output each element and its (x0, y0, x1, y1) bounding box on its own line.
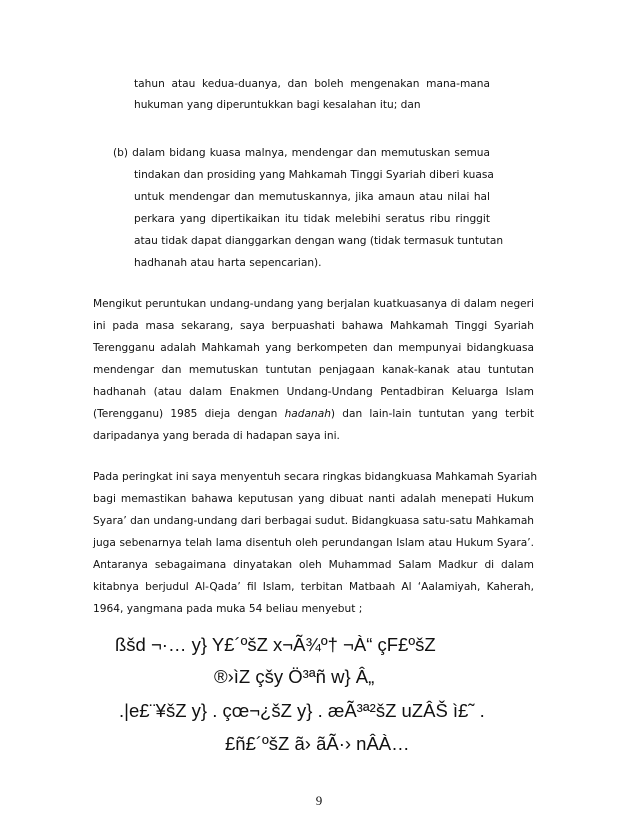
para1-line-6-before: (Terengganu) 1985 dieja dengan (93, 408, 285, 420)
block-b-line-1: (b) dalam bidang kuasa malnya, mendengar dan memutuskan semua (113, 147, 490, 159)
para1-line-3: Terengganu adalah Mahkamah yang berkompeten dan mempunyai bidangkuasa (93, 342, 534, 354)
block-b-line-2: tindakan dan prosiding yang Mahkamah Tinggi Syariah diberi kuasa (134, 169, 494, 181)
block-b-line-6: hadhanah atau harta sepencarian). (134, 257, 322, 269)
arabic-line-3: .|e£¨¥šZ y} . çœ¬¿šZ y} . æÃ³ª²šZ uZÂŠ ì£˜ . (119, 700, 485, 721)
arabic-line-2: ®›ìZ çšy Ö³ªñ w} Â„ (214, 666, 375, 687)
para2-line-5: Antaranya sebagaimana dinyatakan oleh Muhammad Salam Madkur di dalam (93, 559, 534, 571)
para2-line-6: kitabnya berjudul Al-Qada’ fil Islam, terbitan Matbaah Al ‘Aalamiyah, Kaherah, (93, 581, 534, 593)
block-a-line-2: hukuman yang diperuntukkan bagi kesalahan itu; dan (134, 99, 421, 111)
para2-line-2: bagi memastikan bahawa keputusan yang dibuat nanti adalah menepati Hukum (93, 493, 534, 505)
para1-line-6-after: ) dan lain-lain tuntutan yang terbit (330, 408, 534, 420)
block-b-line-5: atau tidak dapat dianggarkan dengan wang (tidak termasuk tuntutan (134, 235, 504, 247)
para1-line-2: ini pada masa sekarang, saya berpuashati bahawa Mahkamah Tinggi Syariah (93, 320, 534, 332)
para1-line-5: hadhanah (atau dalam Enakmen Undang-Undang Pentadbiran Keluarga Islam (93, 386, 534, 398)
para2-line-3: Syara’ dan undang-undang dari berbagai sudut. Bidangkuasa satu-satu Mahkamah (93, 515, 535, 527)
page-number: 9 (315, 793, 323, 808)
para1-italic-term: hadanah (284, 408, 331, 420)
block-a-line-1: tahun atau kedua-duanya, dan boleh mengenakan mana-mana (134, 78, 490, 90)
arabic-line-4: £ñ£´ºšZ ã› ãÃ·› nÂÀ… (225, 733, 410, 754)
para1-line-4: mendengar dan memutuskan tuntutan penjagaan kanak-kanak atau tuntutan (93, 364, 534, 376)
para2-line-4: juga sebenarnya telah lama disentuh oleh perundangan Islam atau Hukum Syara’. (93, 537, 534, 549)
para1-line-6 (93, 407, 534, 421)
block-b-line-3: untuk mendengar dan memutuskannya, jika amaun atau nilai hal (134, 191, 490, 203)
block-b-line-4: perkara yang dipertikaikan itu tidak melebihi seratus ribu ringgit (134, 213, 490, 225)
para1-line-1: Mengikut peruntukan undang-undang yang berjalan kuatkuasanya di dalam negeri (93, 298, 534, 310)
para2-line-7: 1964, yangmana pada muka 54 beliau menyebut ; (93, 603, 363, 615)
para2-line-1: Pada peringkat ini saya menyentuh secara ringkas bidangkuasa Mahkamah Syariah (93, 471, 538, 483)
arabic-line-1: ßšd ¬·… y} Y£´ºšZ x¬Ã¾º† ¬À“ çF£ºšZ (115, 634, 436, 655)
para1-line-7: daripadanya yang berada di hadapan saya ini. (93, 430, 340, 442)
